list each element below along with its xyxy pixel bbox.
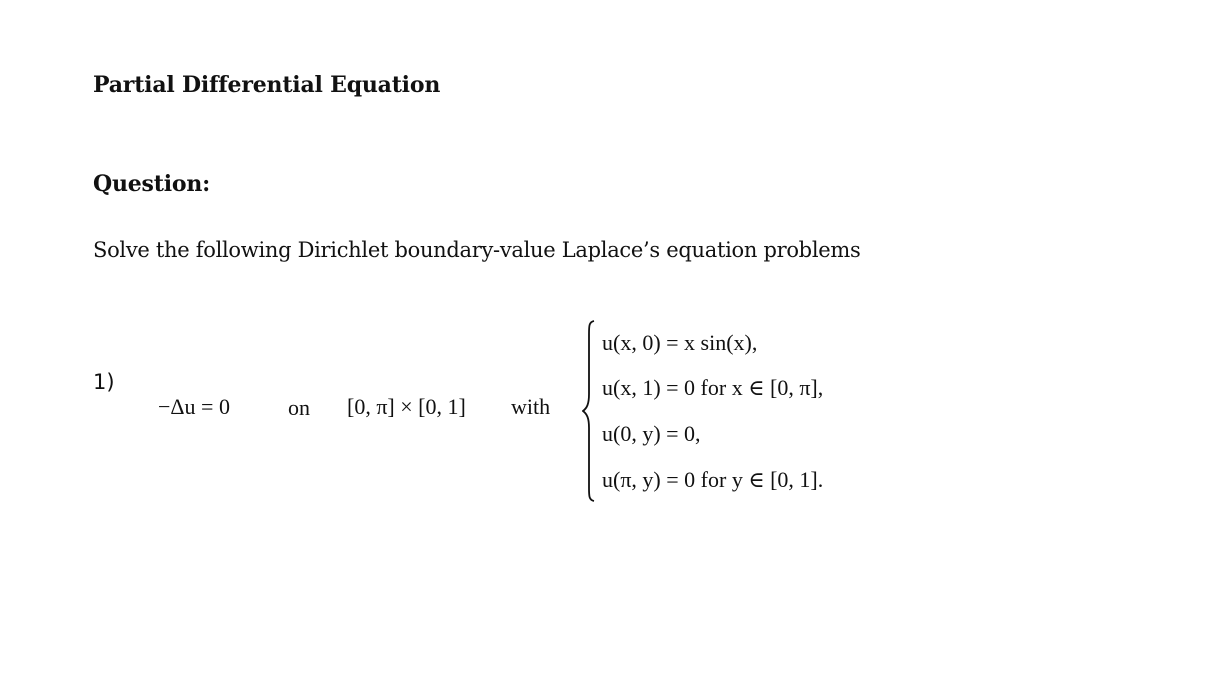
- boundary-condition: u(x, 0) = x sin(x),: [602, 330, 758, 355]
- curly-brace-icon: [582, 320, 596, 502]
- with-word: with: [511, 394, 551, 419]
- boundary-condition: u(0, y) = 0,: [602, 421, 701, 446]
- boundary-condition: u(π, y) = 0 for y ∈ [0, 1].: [602, 467, 824, 492]
- on-word: on: [288, 395, 310, 420]
- domain-set: [0, π] × [0, 1]: [347, 394, 466, 419]
- problem-number: 1): [93, 370, 115, 394]
- laplace-equation: −Δu = 0: [158, 394, 230, 419]
- question-label: Question:: [93, 171, 211, 197]
- question-prompt: Solve the following Dirichlet boundary-value Laplace’s equation problems: [93, 238, 861, 262]
- page-title: Partial Differential Equation: [93, 72, 441, 98]
- boundary-condition: u(x, 1) = 0 for x ∈ [0, π],: [602, 375, 824, 400]
